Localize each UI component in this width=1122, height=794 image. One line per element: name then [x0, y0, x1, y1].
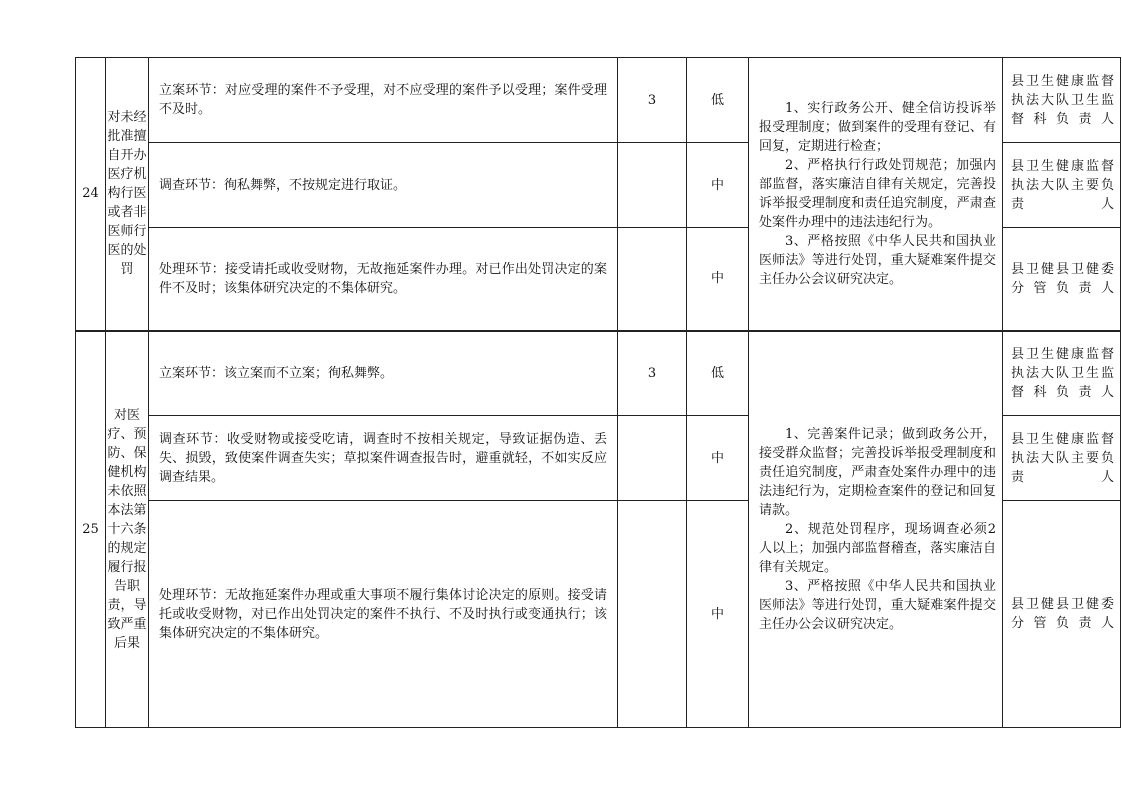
measure-item: 3、严格按照《中华人民共和国执业医师法》等进行处罚，重大疑难案件提交主任办公会议研究决定。 — [759, 233, 996, 287]
stage-content: 处理环节：无故拖延案件办理或重大事项不履行集体讨论决定的原则。接受请托或收受财物，对已作出处罚决定的案件不执行、不及时执行或变通执行；该集体研究决定的不集体研究。 — [149, 501, 618, 728]
table-row — [76, 331, 1121, 416]
risk-level: 中 — [687, 228, 749, 331]
responsible-person: 县卫健县卫健委分管负责人 — [1003, 501, 1121, 728]
responsible-person: 县卫生健康监督执法大队卫生监督科负责人 — [1003, 331, 1121, 416]
risk-level: 中 — [687, 416, 749, 501]
risk-level: 低 — [687, 331, 749, 416]
measure-item: 3、严格按照《中华人民共和国执业医师法》等进行处罚，重大疑难案件提交主任办公会议研究决定。 — [759, 578, 996, 632]
stage-content: 处理环节：接受请托或收受财物，无故拖延案件办理。对已作出处罚决定的案件不及时；该集体研究决定的不集体研究。 — [149, 228, 618, 331]
table-row — [76, 58, 1121, 143]
prevention-measures — [749, 331, 1003, 728]
stage-content: 调查环节：收受财物或接受吃请，调查时不按相关规定，导致证据伪造、丢失、损毁，致使案件调查失实；草拟案件调查报告时，避重就轻，不如实反应调查结果。 — [149, 416, 618, 501]
row-number: 24 — [76, 58, 106, 331]
responsible-person: 县卫生健康监督执法大队主要负责人 — [1003, 143, 1121, 228]
risk-table — [75, 57, 1121, 728]
stage-frequency: 3 — [618, 58, 687, 143]
stage-frequency — [618, 416, 687, 501]
item-name: 对未经批准擅自开办医疗机构行医或者非医师行医的处罚 — [106, 58, 149, 331]
stage-frequency — [618, 143, 687, 228]
responsible-person: 县卫健县卫健委分管负责人 — [1003, 228, 1121, 331]
stage-frequency — [618, 228, 687, 331]
prevention-measures — [749, 58, 1003, 331]
stage-frequency: 3 — [618, 331, 687, 416]
stage-frequency — [618, 501, 687, 728]
item-name: 对医疗、预防、保健机构未依照本法第十六条的规定履行报告职责，导致严重后果 — [106, 331, 149, 728]
row-number: 25 — [76, 331, 106, 728]
risk-level: 低 — [687, 58, 749, 143]
risk-level: 中 — [687, 501, 749, 728]
risk-level: 中 — [687, 143, 749, 228]
stage-content: 立案环节：该立案而不立案；徇私舞弊。 — [149, 331, 618, 416]
stage-content: 立案环节：对应受理的案件不予受理，对不应受理的案件予以受理；案件受理不及时。 — [149, 58, 618, 143]
measure-item: 2、规范处罚程序，现场调查必须2人以上；加强内部监督稽查，落实廉洁自律有关规定。 — [759, 521, 996, 575]
measure-item: 1、完善案件记录；做到政务公开，接受群众监督；完善投诉举报受理制度和责任追究制度，严肃查处案件办理中的违法违纪行为，定期检查案件的登记和回复请款。 — [759, 426, 996, 518]
responsible-person: 县卫生健康监督执法大队卫生监督科负责人 — [1003, 58, 1121, 143]
measure-item: 1、实行政务公开、健全信访投诉举报受理制度；做到案件的受理有登记、有回复，定期进行检查； — [759, 100, 996, 154]
stage-content: 调查环节：徇私舞弊，不按规定进行取证。 — [149, 143, 618, 228]
responsible-person: 县卫生健康监督执法大队主要负责人 — [1003, 416, 1121, 501]
measure-item: 2、严格执行行政处罚规范；加强内部监督，落实廉洁自律有关规定，完善投诉举报受理制度和责任追究制度，严肃查处案件办理中的违法违纪行为。 — [759, 157, 996, 230]
